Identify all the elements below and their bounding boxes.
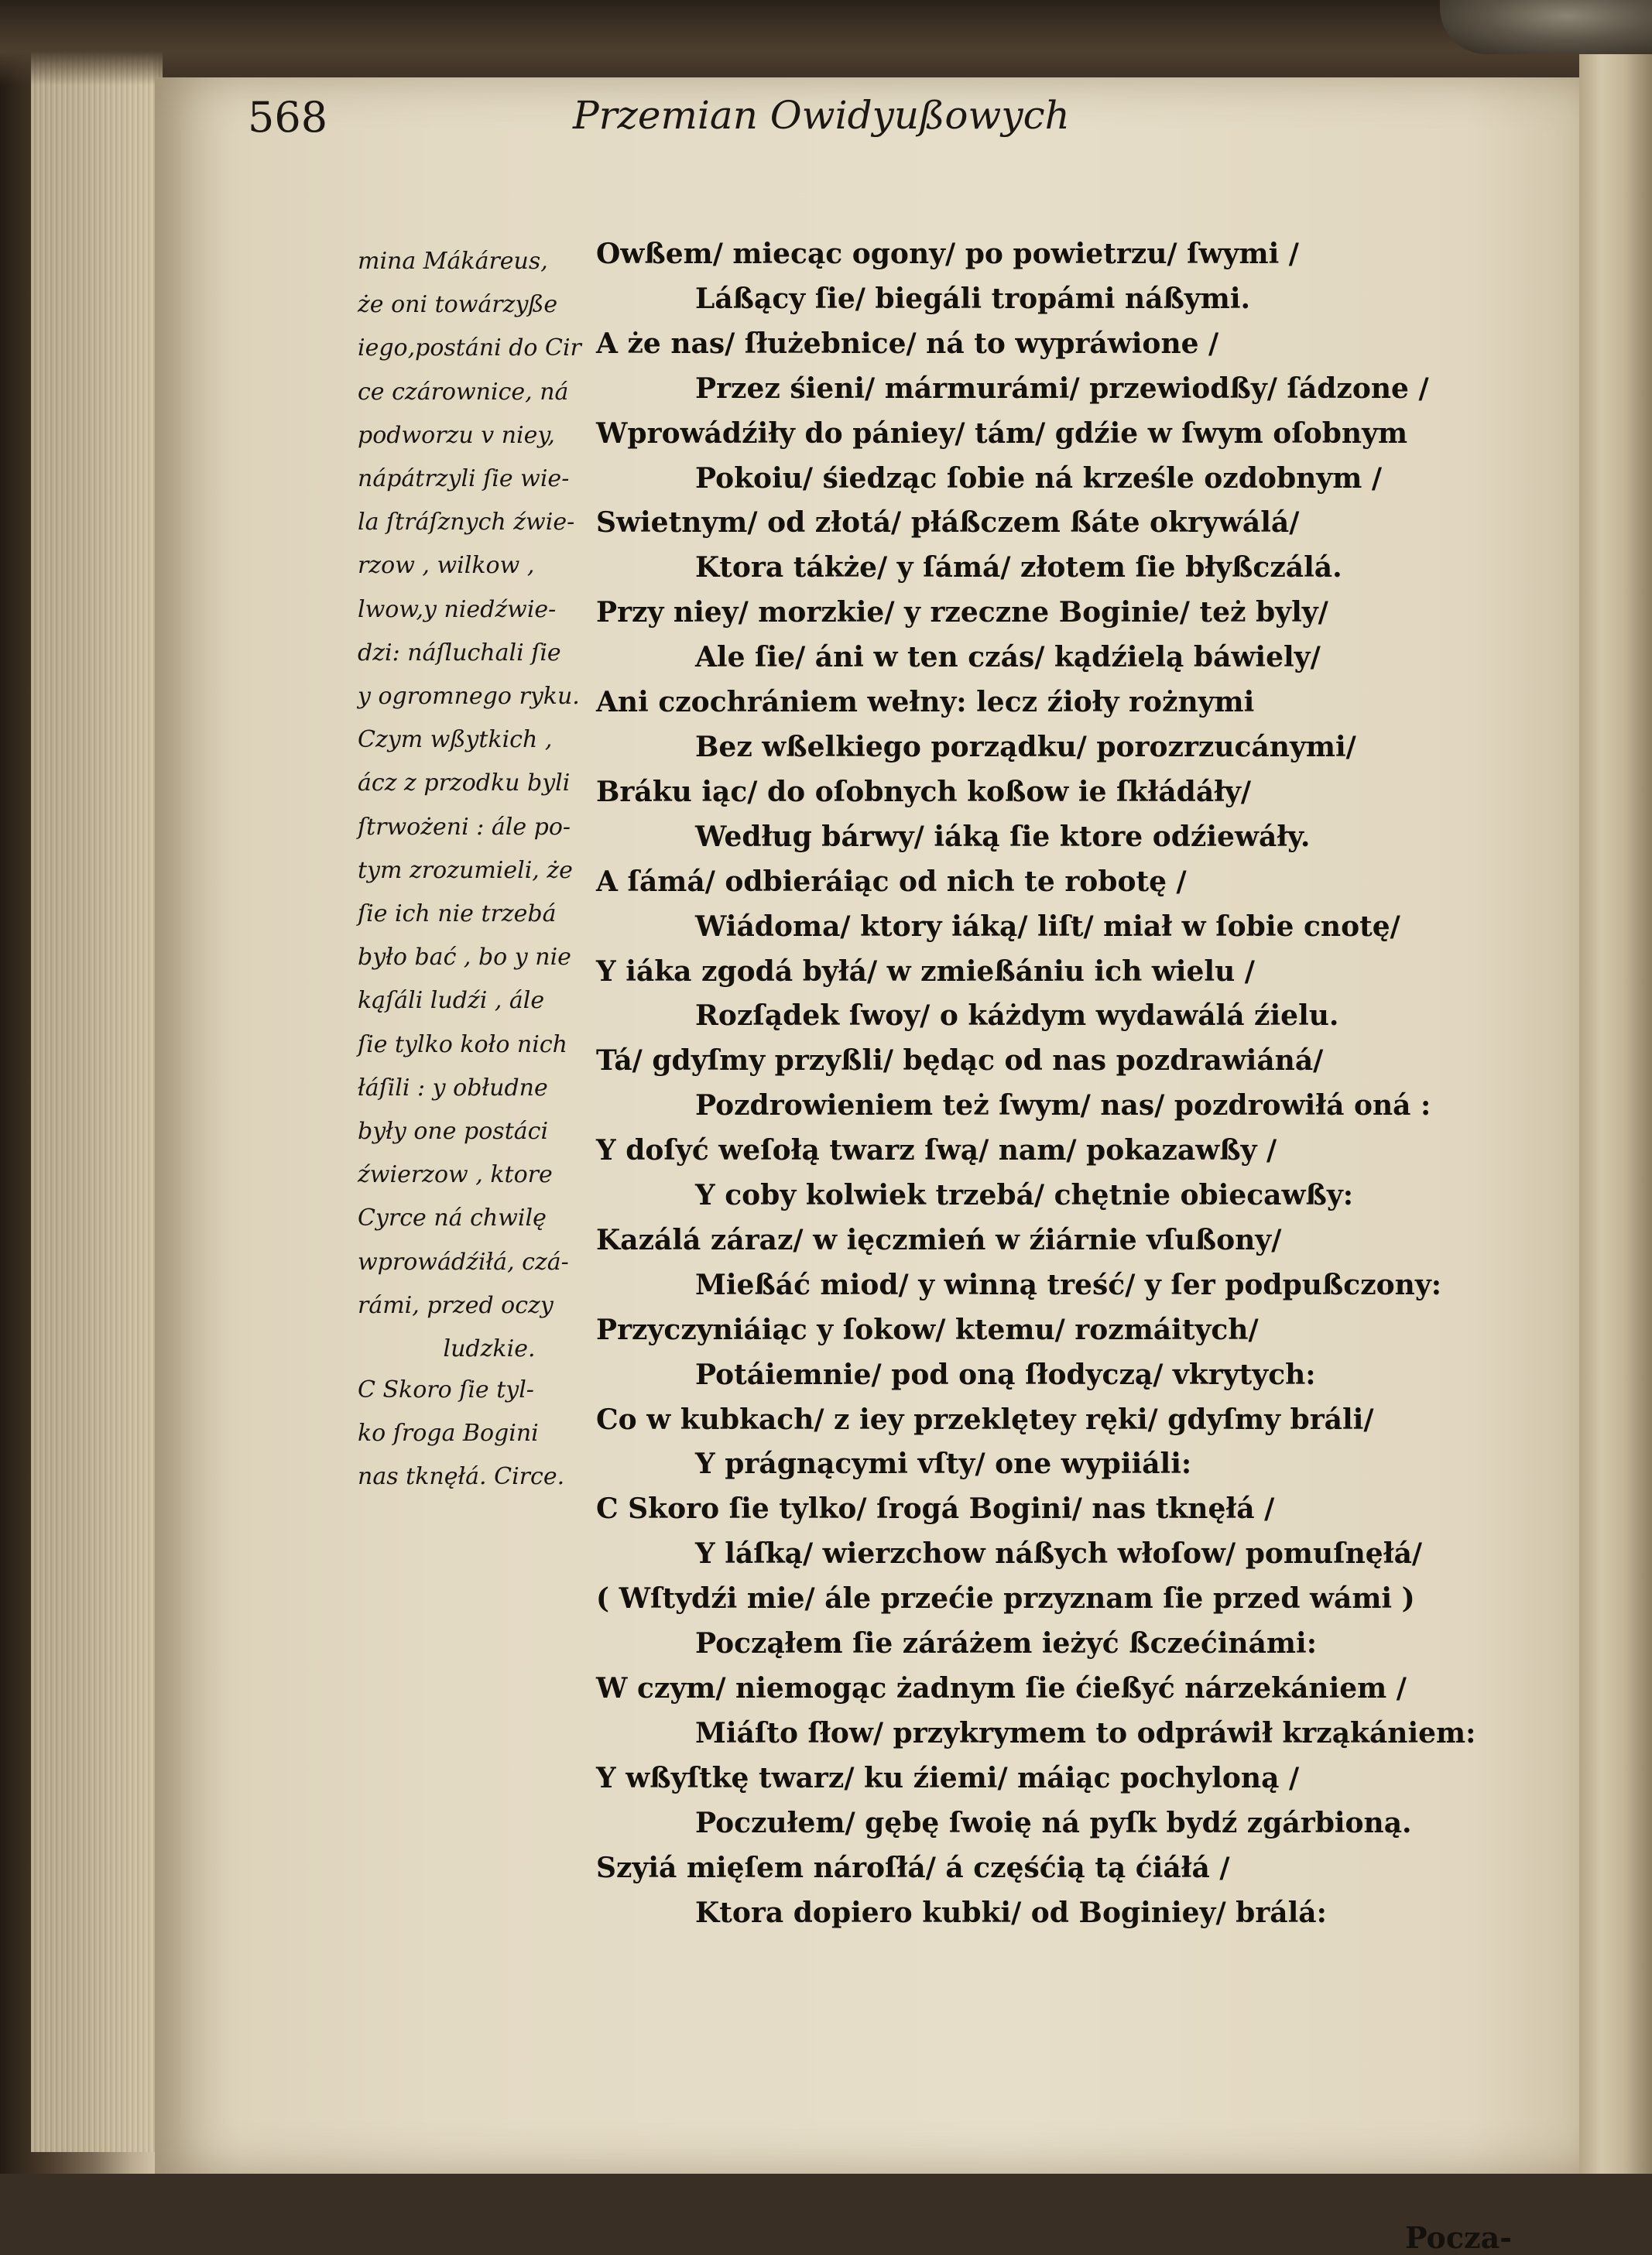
margin-note-line: dzi: náſluchali ſie	[358, 639, 561, 667]
page-edges	[31, 46, 163, 2152]
verse-line: Począłem ſie záráżem ieżyć ßczećinámi:	[695, 1627, 1317, 1660]
margin-note-line: Czym wßytkich ,	[358, 726, 553, 754]
margin-note-line: ce czárownice, ná	[358, 378, 569, 406]
verse-line: Rozſądek ſwoy/ o káżdym wydawálá źielu.	[695, 999, 1339, 1033]
margin-note-summary	[358, 240, 590, 1371]
verse-line: Y prágnącymi vſty/ one wypiiáli:	[695, 1448, 1192, 1481]
verse-line: Przez śieni/ mármurámi/ przewiodßy/ ſádzone /	[695, 372, 1429, 405]
margin-note-line: ludzkie.	[443, 1335, 536, 1363]
verse-line: Pokoiu/ śiedząc ſobie ná krześle ozdobnym /	[695, 461, 1382, 495]
margin-note-line: że oni towárzyße	[358, 291, 558, 319]
verse-line: Miáſto ſłow/ przykrymem to odpráwił krząkániem:	[695, 1716, 1476, 1750]
margin-note-line: y ogromnego ryku.	[358, 683, 580, 711]
verse-line: Potáiemnie/ pod oną ſłodyczą/ vkrytych:	[695, 1358, 1316, 1391]
verse-line: A ſámá/ odbieráiąc od nich te robotę /	[596, 865, 1187, 898]
margin-note-line: ſtrwożeni : ále po-	[358, 813, 571, 841]
margin-note-line: nas tknęłá. Circe.	[358, 1463, 565, 1491]
verse-line: Y wßyſtkę twarz/ ku źiemi/ máiąc pochyloną /	[596, 1761, 1300, 1794]
margin-note-line: rámi, przed oczy	[358, 1291, 554, 1319]
margin-note-line: były one postáci	[358, 1118, 549, 1146]
margin-note-line: la ſtráſznych źwie-	[358, 509, 575, 536]
verse-line: Wiádoma/ ktory iáką/ liſt/ miał w ſobie cnotę/	[695, 910, 1400, 943]
margin-note-line: lwow,y niedźwie-	[358, 595, 557, 623]
margin-note-line: ácz z przodku byli	[358, 769, 571, 797]
verse-line: W czym/ niemogąc żadnym ſie ćießyć nárzekániem /	[596, 1672, 1407, 1705]
facing-page-edge	[1579, 46, 1652, 2174]
margin-note-line: łáſili : y obłudne	[358, 1074, 548, 1102]
margin-note-line: kąſáli ludźi , ále	[358, 987, 545, 1015]
verse-line: Y iáka zgodá byłá/ w zmießániu ich wielu /	[596, 954, 1255, 988]
verse-line: Co w kubkach/ z iey przeklętey ręki/ gdyſmy bráli/	[596, 1403, 1374, 1436]
verse-text	[596, 232, 1502, 1935]
margin-note-line: wprowádźiłá, czá-	[358, 1248, 569, 1276]
running-title: Przemian Owidyußowych	[573, 93, 1070, 138]
page-number: 568	[248, 93, 328, 142]
verse-line: Y coby kolwiek trzebá/ chętnie obiecawßy:	[695, 1179, 1354, 1212]
book-clasp	[1440, 0, 1652, 54]
verse-line: Y doſyć weſołą twarz ſwą/ nam/ pokazawßy /	[596, 1134, 1277, 1167]
margin-note-line: nápátrzyli ſie wie-	[358, 465, 570, 493]
verse-line: ( Wſtydźi mie/ ále przećie przyznam ſie przed wámi )	[596, 1582, 1415, 1616]
verse-line: Wprowádźiły do pániey/ tám/ gdźie w ſwym oſobnym	[596, 416, 1408, 450]
margin-note-line: tym zrozumieli, że	[358, 856, 573, 884]
margin-note-circe	[358, 1369, 590, 1499]
verse-line: C Skoro ſie tylko/ ſrogá Bogini/ nas tknęłá /	[596, 1492, 1275, 1526]
margin-note-line: rzow , wilkow ,	[358, 552, 535, 580]
verse-line: Szyiá mięſem nároſłá/ á częśćią tą ćiáłá /	[596, 1851, 1230, 1884]
verse-line: Kazálá záraz/ w ięczmień w źiárnie vſußony/	[596, 1223, 1282, 1256]
verse-line: Tá/ gdyſmy przyßli/ będąc od nas pozdrawiáná/	[596, 1044, 1324, 1078]
verse-line: Láßący ſie/ biegáli tropámi náßymi.	[695, 282, 1251, 315]
page-header	[0, 93, 1652, 155]
verse-line: Pozdrowieniem też ſwym/ nas/ pozdrowiłá oná :	[695, 1089, 1431, 1122]
margin-note-line: było bać , bo y nie	[358, 944, 571, 972]
verse-line: Przyczyniáiąc y ſokow/ ktemu/ rozmáitych/	[596, 1313, 1259, 1346]
verse-line: Mießáć miod/ y winną treść/ y ſer podpußczony:	[695, 1268, 1442, 1301]
margin-note-line: podworzu v niey,	[358, 421, 555, 449]
verse-line: Y láſką/ wierzchow náßych włoſow/ pomuſnęłá/	[695, 1537, 1423, 1571]
verse-line: Owßem/ miecąc ogony/ po powietrzu/ ſwymi /	[596, 238, 1299, 270]
catchword: Pocza-	[1405, 2220, 1513, 2255]
verse-line: Ani czochrániem wełny: lecz źioły rożnymi	[596, 686, 1255, 719]
margin-note-line: ko ſroga Bogini	[358, 1420, 539, 1448]
margin-note-line: C Skoro ſie tyl-	[358, 1376, 534, 1403]
verse-line: Bráku iąc/ do oſobnych koßow ie ſkłádáły/	[596, 775, 1252, 808]
verse-line: Według bárwy/ iáką ſie ktore odźiewáły.	[695, 820, 1311, 853]
margin-note-line: ſie ich nie trzebá	[358, 900, 557, 928]
verse-line: Poczułem/ gębę ſwoię ná pyſk bydź zgárbioną.	[695, 1806, 1412, 1839]
margin-note-line: iego,postáni do Cir	[358, 334, 581, 362]
verse-line: Swietnym/ od złotá/ płáßczem ßáte okrywálá/	[596, 506, 1300, 540]
book-top-edge	[0, 0, 1652, 85]
verse-line: Przy niey/ morzkie/ y rzeczne Boginie/ też byly/	[596, 596, 1328, 629]
verse-line: Ktora dopiero kubki/ od Boginiey/ brálá:	[695, 1896, 1327, 1929]
verse-line: Bez wßelkiego porządku/ porozrzucánymi/	[695, 730, 1356, 763]
margin-note-line: ſie tylko koło nich	[358, 1030, 567, 1058]
margin-note-line: źwierzow , ktore	[358, 1161, 553, 1189]
margin-note-line: Cyrce ná chwilę	[358, 1205, 547, 1232]
verse-line: Ale ſie/ áni w ten czás/ kądźielą báwiely/	[695, 641, 1321, 674]
margin-note-line: mina Mákáreus,	[358, 248, 548, 275]
verse-line: A że nas/ ſłużebnice/ ná to wypráwione /	[596, 327, 1219, 360]
verse-line: Ktora tákże/ y ſámá/ złotem ſie błyßczálá.	[695, 551, 1342, 584]
